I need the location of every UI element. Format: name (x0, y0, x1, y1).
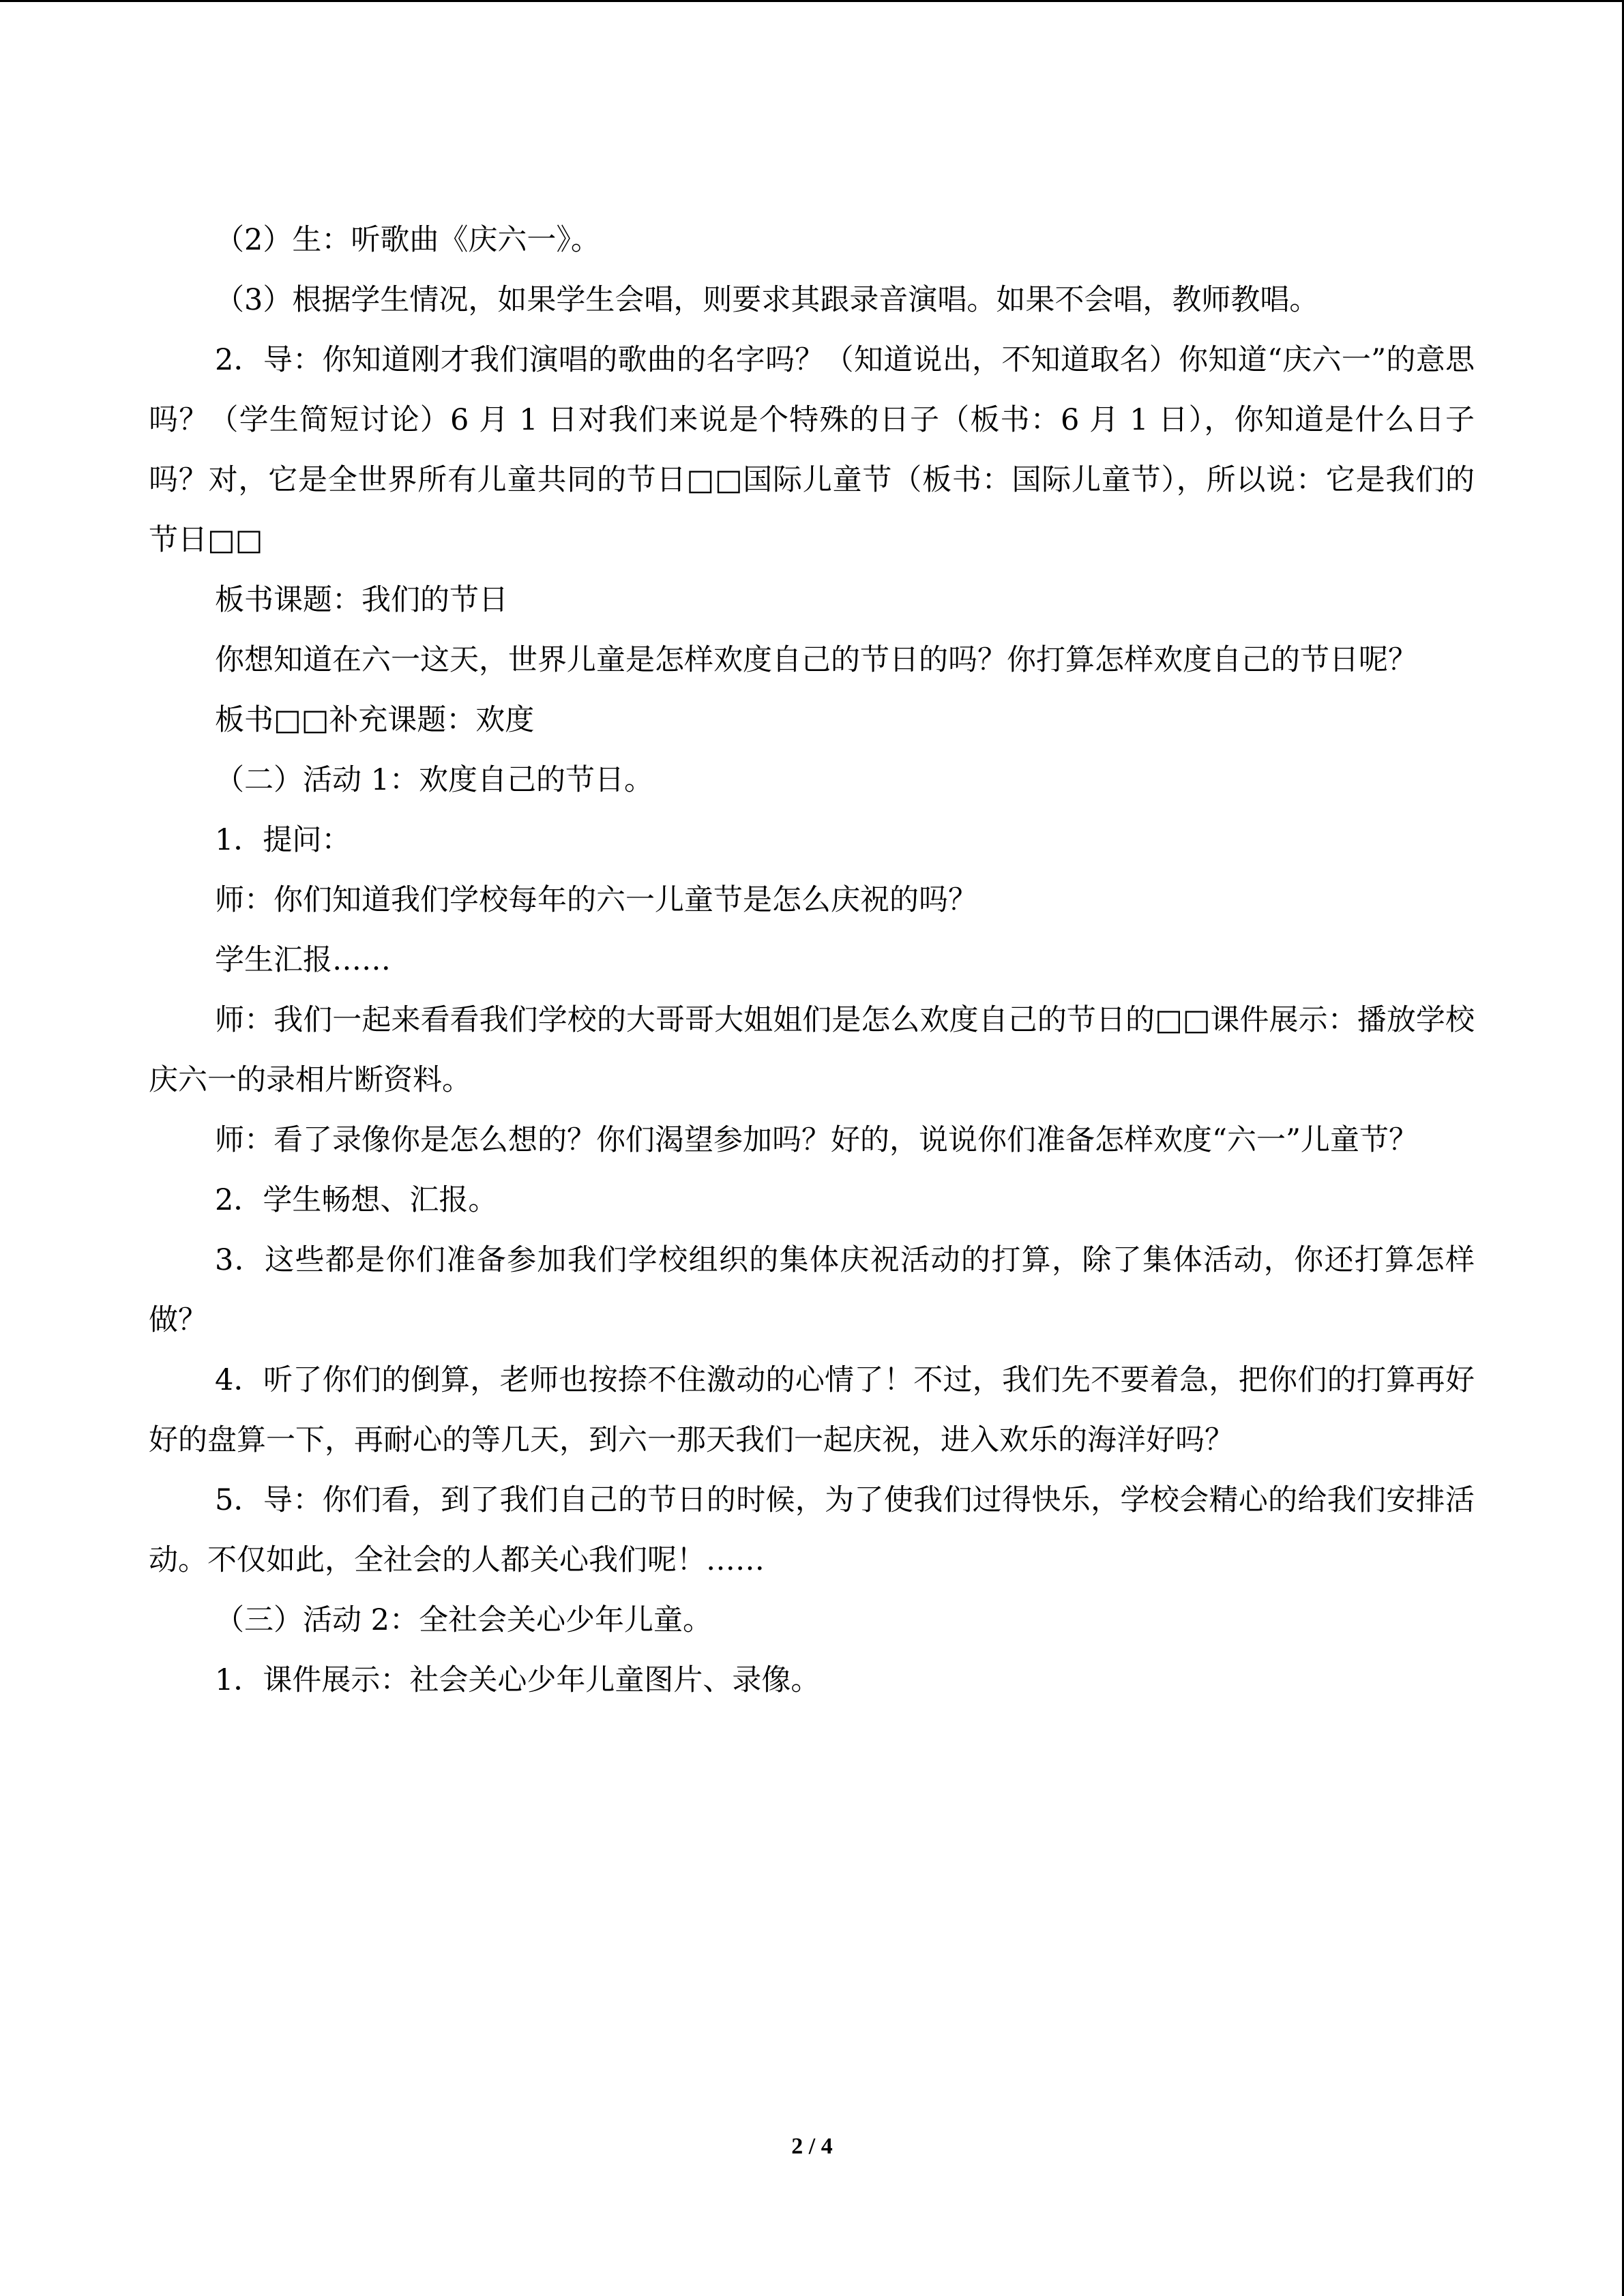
section-heading-activity-2: （三）活动 2：全社会关心少年儿童。 (215, 1603, 713, 1637)
paragraph-world-children: 你想知道在六一这天，世界儿童是怎样欢度自己的节日的吗？你打算怎样欢度自己的节日呢？ (215, 643, 1417, 677)
paragraph-sing-along: （3）根据学生情况，如果学生会唱，则要求其跟录音演唱。如果不会唱，教师教唱。 (215, 283, 1319, 317)
paragraph-guide-question: 2．导：你知道刚才我们演唱的歌曲的名字吗？（知道说出，不知道取名）你知道“庆六一”的意思吗？（学生简短讨论）6 月 1 日对我们来说是个特殊的日子（板书：6 月 1 日），你知道是什么日子吗？对，它是全世界所有儿童共同的节日□□国际儿童节（板书：国际儿童节），所以说：它是我们的节日□□ (149, 343, 1475, 557)
paragraph-courseware-video: 师：我们一起来看看我们学校的大哥哥大姐姐们是怎么欢度自己的节日的□□课件展示：播放学校庆六一的录相片断资料。 (149, 1003, 1475, 1097)
paragraph-student-imagine: 2．学生畅想、汇报。 (215, 1183, 498, 1217)
document-body (149, 210, 1475, 1710)
paragraph-teacher-question: 师：你们知道我们学校每年的六一儿童节是怎么庆祝的吗？ (215, 883, 977, 917)
paragraph-collective-plan: 3．这些都是你们准备参加我们学校组织的集体庆祝活动的打算，除了集体活动，你还打算怎样做？ (149, 1243, 1475, 1337)
paragraph-ask: 1．提问： (215, 823, 351, 857)
paragraph-teacher-excited: 4．听了你们的倒算，老师也按捺不住激动的心情了！不过，我们先不要着急，把你们的打算再好好的盘算一下，再耐心的等几天，到六一那天我们一起庆祝，进入欢乐的海洋好吗？ (149, 1363, 1475, 1457)
paragraph-society-cares: 5．导：你们看，到了我们自己的节日的时候，为了使我们过得快乐，学校会精心的给我们安排活动。不仅如此，全社会的人都关心我们呢！…… (149, 1483, 1475, 1577)
paragraph-board-supplement: 板书□□补充课题：欢度 (215, 703, 535, 737)
paragraph-courseware-pictures: 1．课件展示：社会关心少年儿童图片、录像。 (215, 1663, 821, 1697)
page-number: 2 / 4 (791, 2134, 833, 2159)
paragraph-after-video: 师：看了录像你是怎么想的？你们渴望参加吗？好的，说说你们准备怎样欢度“六一”儿童节？ (215, 1123, 1418, 1157)
paragraph-student-report: 学生汇报…… (215, 943, 391, 977)
paragraph-board-title: 板书课题：我们的节日 (215, 583, 508, 617)
paragraph-listen-song: （2）生：听歌曲《庆六一》。 (215, 223, 600, 257)
section-heading-activity-1: （二）活动 1：欢度自己的节日。 (215, 763, 654, 797)
